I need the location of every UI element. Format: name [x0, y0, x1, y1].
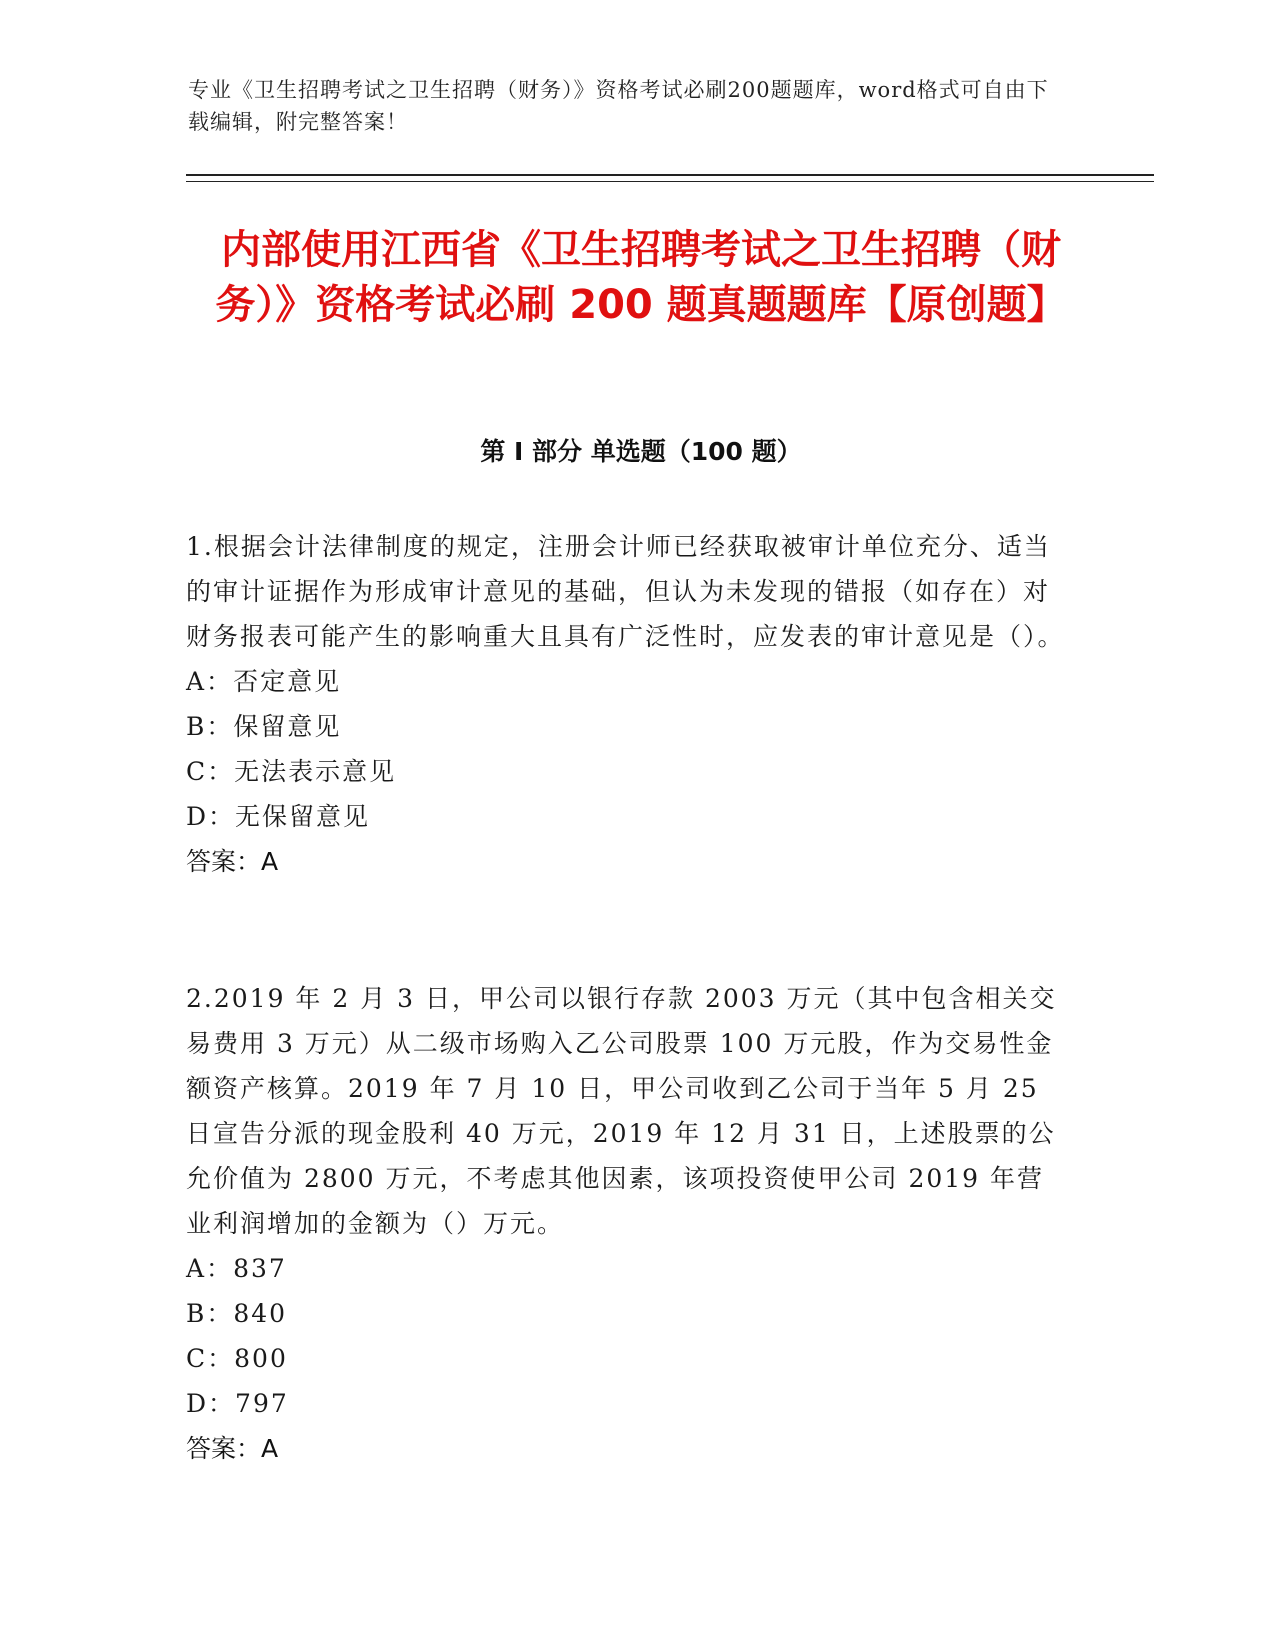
header-rule-thin — [186, 181, 1154, 182]
option-d — [186, 1381, 1071, 1426]
option-a — [186, 1246, 1071, 1291]
option-key: B： — [186, 1299, 234, 1328]
question-stem: 1.根据会计法律制度的规定，注册会计师已经获取被审计单位充分、适当的审计证据作为形成审计意见的基础，但认为未发现的错报（如存在）对财务报表可能产生的影响重大且具有广泛性时，应发表的审计意见是（）。 — [186, 532, 1065, 651]
question-2 — [186, 976, 1071, 1471]
option-d — [186, 794, 1071, 839]
option-text: 保留意见 — [233, 712, 342, 741]
option-text: 无保留意见 — [235, 802, 371, 831]
section-heading: 第 I 部分 单选题（100 题） — [480, 437, 802, 466]
option-text: 837 — [233, 1254, 287, 1283]
option-key: D： — [186, 802, 236, 831]
option-text: 否定意见 — [233, 667, 342, 696]
option-key: C： — [186, 757, 235, 786]
option-text: 无法表示意见 — [234, 757, 397, 786]
option-key: C： — [186, 1344, 235, 1373]
option-c — [186, 749, 1071, 794]
option-c — [186, 1336, 1071, 1381]
option-text: 797 — [235, 1389, 289, 1418]
header-note: 专业《卫生招聘考试之卫生招聘（财务）》资格考试必刷200题题库，word格式可自由下载编辑，附完整答案！ — [188, 78, 1049, 134]
question-stem: 2.2019 年 2 月 3 日，甲公司以银行存款 2003 万元（其中包含相关交易费用 3 万元）从二级市场购入乙公司股票 100 万元股，作为交易性金额资产核算。2019 年 7 月 10 日，甲公司收到乙公司于当年 5 月 25 日宣告分派的现金股利 40 万元，2019 年 12 月 31 日，上述股票的公允价值为 2800 万元，不考虑其他因素，该项投资使甲公司 2019 年营业利润增加的金额为（）万元。 — [186, 984, 1057, 1238]
option-key: D： — [186, 1389, 236, 1418]
option-key: B： — [186, 712, 234, 741]
question-1 — [186, 524, 1071, 884]
header-rule-thick — [186, 174, 1154, 176]
document-title: 内部使用江西省《卫生招聘考试之卫生招聘（财务）》资格考试必刷 200 题真题题库【原创题】 — [215, 227, 1067, 328]
option-text: 840 — [233, 1299, 288, 1328]
answer-line: 答案：A — [186, 847, 279, 876]
option-key: A： — [186, 667, 234, 696]
option-b — [186, 704, 1071, 749]
option-text: 800 — [234, 1344, 288, 1373]
option-b — [186, 1291, 1071, 1336]
answer-line: 答案：A — [186, 1434, 279, 1463]
option-key: A： — [186, 1254, 234, 1283]
option-a — [186, 659, 1071, 704]
